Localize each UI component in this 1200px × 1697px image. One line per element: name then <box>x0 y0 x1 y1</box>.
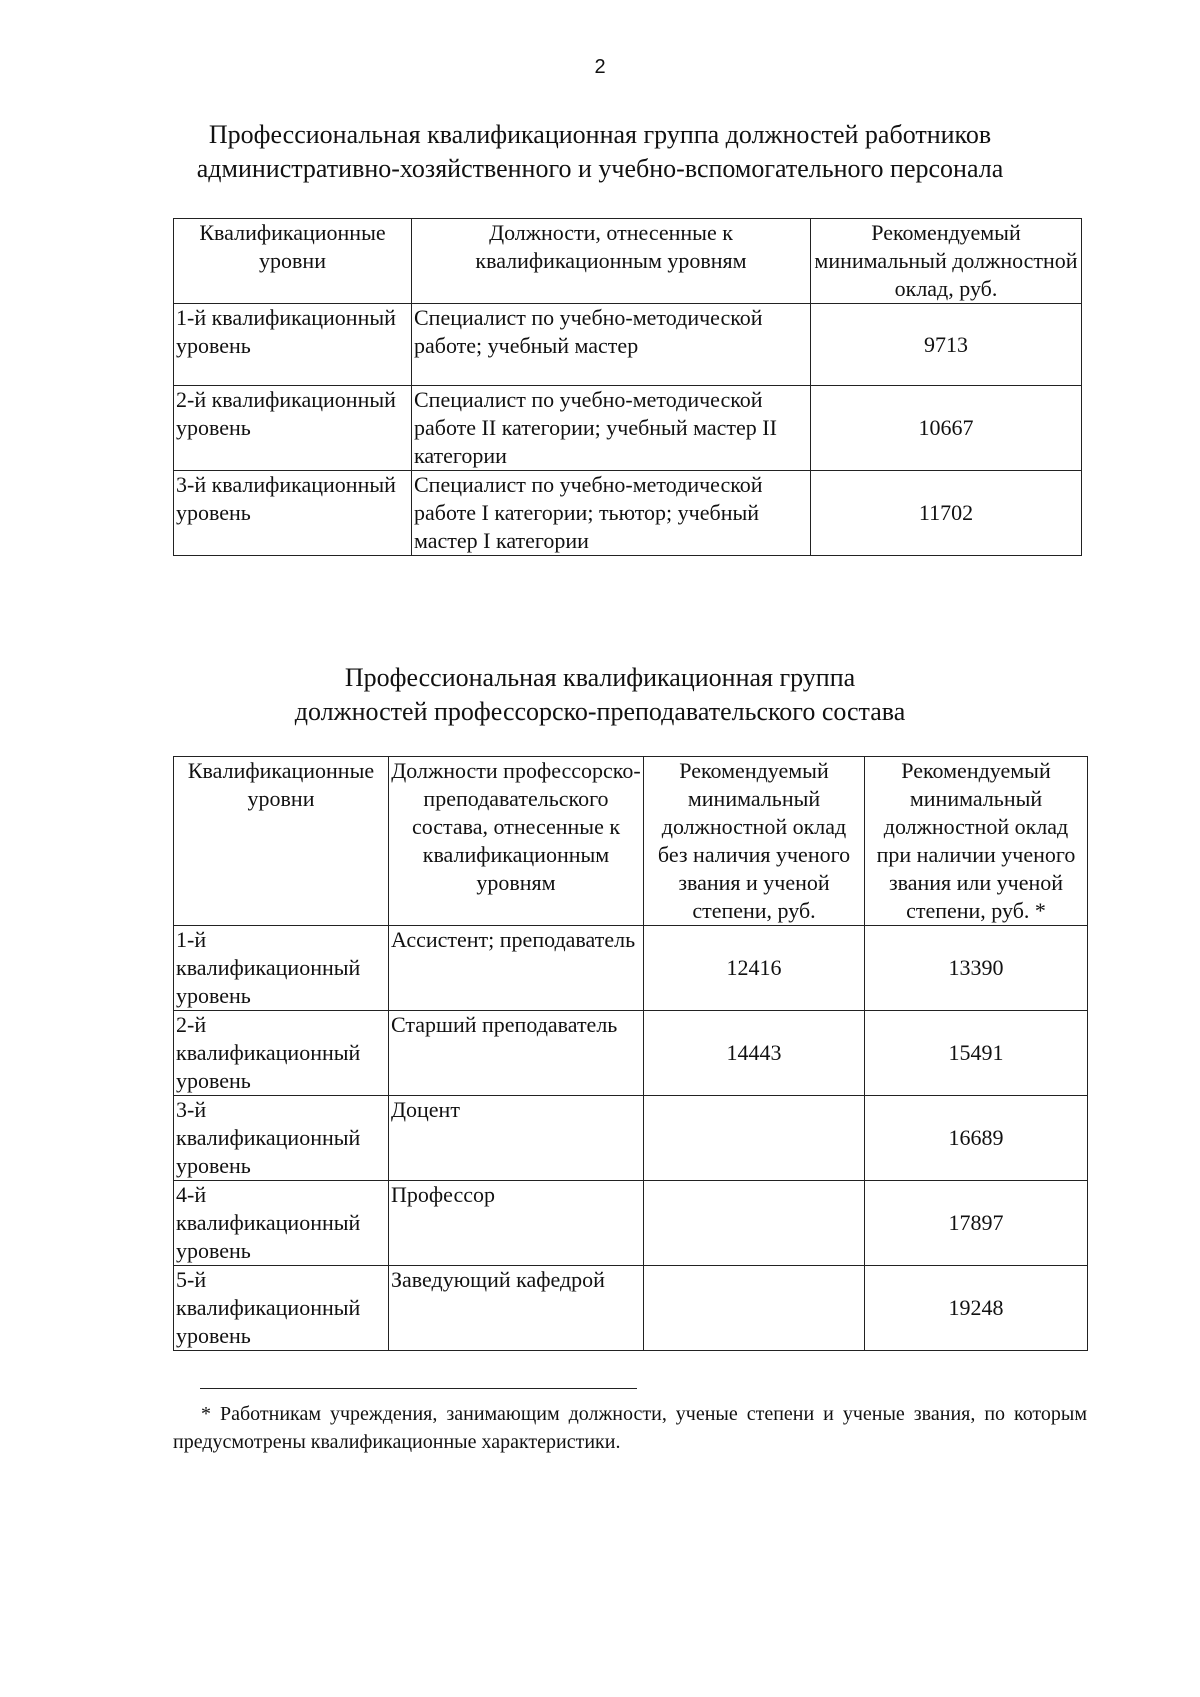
table-row <box>174 471 1082 556</box>
table-row <box>174 1096 1088 1181</box>
header-salary-with-degree: Рекомендуемый минимальный должностной оклад при наличии ученого звания или ученой степени, руб. * <box>865 757 1088 926</box>
positions-cell: Профессор <box>389 1181 644 1266</box>
salary-cell: 10667 <box>811 386 1082 471</box>
table-row <box>174 1011 1088 1096</box>
table-row <box>174 386 1082 471</box>
table-header-row <box>174 219 1082 304</box>
salary-without-cell: 12416 <box>644 926 865 1011</box>
positions-cell: Ассистент; преподаватель <box>389 926 644 1011</box>
level-cell: 2-й квалификационный уровень <box>174 1011 389 1096</box>
section-1-table <box>173 218 1082 556</box>
level-cell: 1-й квалификационный уровень <box>174 926 389 1011</box>
footnote-divider <box>200 1388 637 1389</box>
salary-cell: 9713 <box>811 304 1082 386</box>
level-cell: 5-й квалификационный уровень <box>174 1266 389 1351</box>
table-row <box>174 1266 1088 1351</box>
salary-cell: 11702 <box>811 471 1082 556</box>
header-positions: Должности профессорско-преподавательского состава, отнесенные к квалификационным уровням <box>389 757 644 926</box>
section-1-title-line-2: административно-хозяйственного и учебно-вспомогательного персонала <box>196 154 1004 183</box>
salary-without-cell <box>644 1266 865 1351</box>
section-2-table <box>173 756 1088 1351</box>
table-header-row <box>174 757 1088 926</box>
section-1-title-line-1: Профессиональная квалификационная группа должностей работников <box>208 120 992 149</box>
level-cell: 2-й квалификационный уровень <box>174 386 412 471</box>
section-2-title-line-1: Профессиональная квалификационная группа <box>344 663 856 692</box>
page-number: 2 <box>594 56 606 78</box>
salary-without-cell: 14443 <box>644 1011 865 1096</box>
salary-with-cell: 17897 <box>865 1181 1088 1266</box>
positions-cell: Специалист по учебно-методической работе I категории; тьютор; учебный мастер I категории <box>412 471 811 556</box>
header-salary: Рекомендуемый минимальный должностной оклад, руб. <box>811 219 1082 304</box>
positions-cell: Старший преподаватель <box>389 1011 644 1096</box>
header-positions: Должности, отнесенные к квалификационным уровням <box>412 219 811 304</box>
table-row <box>174 1181 1088 1266</box>
header-salary-without-degree: Рекомендуемый минимальный должностной оклад без наличия ученого звания и ученой степени, руб. <box>644 757 865 926</box>
footnote: * Работникам учреждения, занимающим должности, ученые степени и ученые звания, по которым предусмотрены квалификационные характеристики. <box>173 1403 1087 1453</box>
salary-with-cell: 15491 <box>865 1011 1088 1096</box>
salary-with-cell: 19248 <box>865 1266 1088 1351</box>
section-2-title <box>0 661 1200 729</box>
salary-without-cell <box>644 1096 865 1181</box>
positions-cell: Специалист по учебно-методической работе; учебный мастер <box>412 304 811 386</box>
level-cell: 3-й квалификационный уровень <box>174 471 412 556</box>
header-levels: Квалификационные уровни <box>174 757 389 926</box>
positions-cell: Специалист по учебно-методической работе II категории; учебный мастер II категории <box>412 386 811 471</box>
salary-with-cell: 13390 <box>865 926 1088 1011</box>
section-1-title <box>0 118 1200 186</box>
table-row <box>174 304 1082 386</box>
positions-cell: Заведующий кафедрой <box>389 1266 644 1351</box>
salary-without-cell <box>644 1181 865 1266</box>
header-levels: Квалификационные уровни <box>174 219 412 304</box>
level-cell: 4-й квалификационный уровень <box>174 1181 389 1266</box>
table-row <box>174 926 1088 1011</box>
level-cell: 1-й квалификационный уровень <box>174 304 412 386</box>
salary-with-cell: 16689 <box>865 1096 1088 1181</box>
positions-cell: Доцент <box>389 1096 644 1181</box>
section-2-title-line-2: должностей профессорско-преподавательского состава <box>294 697 906 726</box>
level-cell: 3-й квалификационный уровень <box>174 1096 389 1181</box>
